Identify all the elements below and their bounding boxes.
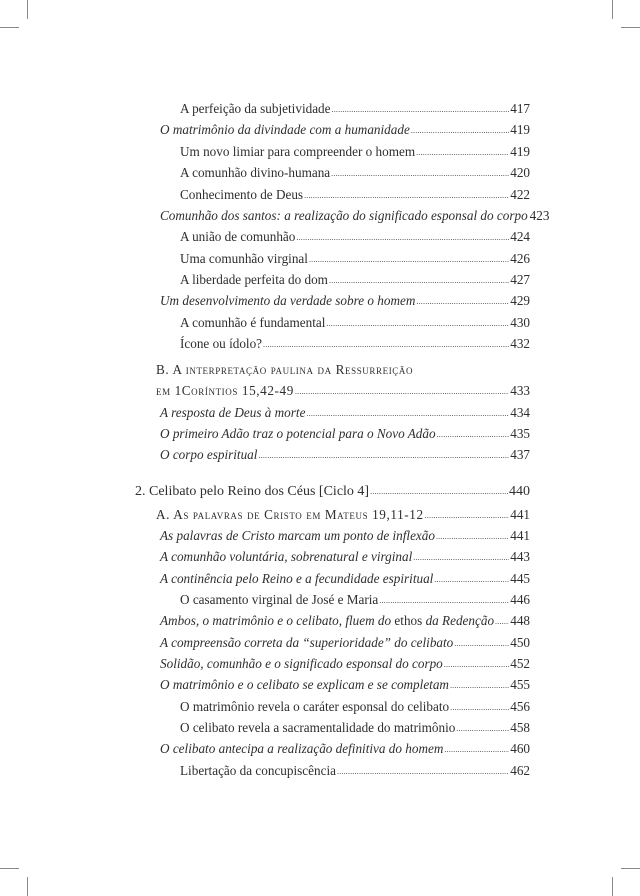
entry-title bbox=[160, 611, 494, 631]
entry-title: O matrimônio e o celibato se explicam e se completam bbox=[160, 677, 449, 692]
entry-title: O casamento virginal de José e Maria bbox=[180, 592, 379, 607]
leader-dots bbox=[450, 676, 509, 696]
toc-entry bbox=[180, 697, 530, 717]
leader-dots bbox=[456, 719, 509, 739]
toc-entry bbox=[180, 163, 530, 183]
entry-page: 462 bbox=[510, 763, 530, 778]
entry-page: 460 bbox=[510, 741, 530, 756]
entry-page: 446 bbox=[510, 592, 530, 607]
toc-entry bbox=[160, 445, 530, 465]
toc-entry bbox=[160, 526, 530, 546]
toc-entry bbox=[180, 313, 530, 333]
entry-page: 433 bbox=[510, 383, 530, 398]
entry-title: Solidão, comunhão e o significado esponsal do corpo bbox=[160, 656, 443, 671]
entry-title: A perfeição da subjetividade bbox=[180, 101, 331, 116]
toc-entry bbox=[180, 227, 530, 247]
leader-dots bbox=[295, 382, 509, 402]
entry-page: 440 bbox=[509, 484, 530, 499]
toc-entry bbox=[160, 611, 530, 631]
entry-page: 441 bbox=[510, 528, 530, 543]
entry-page: 455 bbox=[510, 677, 530, 692]
leader-dots bbox=[379, 591, 509, 611]
entry-page: 422 bbox=[510, 187, 530, 202]
entry-title-roman-part: ethos bbox=[394, 613, 423, 628]
entry-title: Comunhão dos santos: a realização do significado esponsal do corpo bbox=[160, 208, 528, 223]
entry-page: 429 bbox=[510, 293, 530, 308]
entry-page: 443 bbox=[510, 549, 530, 564]
entry-page: 419 bbox=[510, 144, 530, 159]
leader-dots bbox=[436, 527, 509, 547]
entry-title: A continência pelo Reino e a fecundidade espiritual bbox=[160, 571, 434, 586]
entry-page: 435 bbox=[510, 426, 530, 441]
leader-dots bbox=[258, 446, 509, 466]
toc-entry bbox=[180, 334, 530, 354]
entry-page: 456 bbox=[510, 699, 530, 714]
leader-dots bbox=[306, 404, 509, 424]
toc-entry bbox=[160, 424, 530, 444]
leader-dots bbox=[337, 762, 509, 782]
entry-title: A compreensão correta da “superioridade” do celibato bbox=[160, 635, 454, 650]
toc-entry bbox=[180, 270, 530, 290]
section-heading: B. A interpretação paulina da Ressurreição bbox=[156, 362, 414, 377]
entry-title: A comunhão é fundamental bbox=[180, 315, 326, 330]
entry-page: 452 bbox=[510, 656, 530, 671]
entry-title: A união de comunhão bbox=[180, 229, 296, 244]
entry-title: A liberdade perfeita do dom bbox=[180, 272, 328, 287]
toc-entry bbox=[160, 739, 530, 759]
entry-title: Um desenvolvimento da verdade sobre o homem bbox=[160, 293, 416, 308]
section-heading-entry bbox=[156, 505, 530, 525]
entry-title-part: Ambos, o matrimônio e o celibato, fluem do bbox=[160, 613, 395, 628]
entry-title: O corpo espiritual bbox=[160, 447, 258, 462]
entry-page: 458 bbox=[510, 720, 530, 735]
leader-dots bbox=[309, 250, 509, 270]
toc-entry bbox=[160, 547, 530, 567]
leader-dots bbox=[416, 292, 509, 312]
entry-title: O celibato revela a sacramentalidade do matrimônio bbox=[180, 720, 456, 735]
entry-page: 430 bbox=[510, 315, 530, 330]
section-heading-entry bbox=[156, 381, 530, 401]
entry-title: A comunhão voluntária, sobrenatural e virginal bbox=[160, 549, 413, 564]
leader-dots bbox=[450, 698, 509, 718]
leader-dots bbox=[416, 143, 509, 163]
entry-page: 445 bbox=[510, 571, 530, 586]
entry-page: 426 bbox=[510, 251, 530, 266]
entry-page: 448 bbox=[510, 613, 530, 628]
leader-dots bbox=[304, 186, 509, 206]
toc-entry bbox=[180, 142, 530, 162]
entry-title: Uma comunhão virginal bbox=[180, 251, 308, 266]
toc-entry bbox=[180, 590, 530, 610]
leader-dots bbox=[437, 425, 510, 445]
toc-entry bbox=[160, 654, 530, 674]
toc-entry bbox=[180, 99, 530, 119]
leader-dots bbox=[332, 100, 510, 120]
entry-page: 441 bbox=[510, 507, 530, 522]
chapter-entry bbox=[135, 482, 530, 502]
entry-page: 427 bbox=[510, 272, 530, 287]
entry-title: 2. Celibato pelo Reino dos Céus [Ciclo 4] bbox=[135, 484, 370, 499]
entry-page: 423 bbox=[529, 208, 550, 223]
entry-page: 420 bbox=[510, 165, 530, 180]
entry-title: em 1Coríntios 15,42-49 bbox=[156, 383, 294, 398]
toc-entry bbox=[160, 291, 530, 311]
toc-entry bbox=[160, 206, 550, 226]
entry-title: Um novo limiar para compreender o homem bbox=[180, 144, 416, 159]
toc-entry bbox=[180, 718, 530, 738]
leader-dots bbox=[425, 506, 510, 526]
leader-dots bbox=[444, 740, 509, 760]
entry-page: 450 bbox=[510, 635, 530, 650]
leader-dots bbox=[411, 121, 509, 141]
leader-dots bbox=[263, 335, 509, 355]
toc-entry bbox=[160, 675, 530, 695]
leader-dots bbox=[329, 271, 509, 291]
entry-title: Libertação da concupiscência bbox=[180, 763, 336, 778]
entry-page: 417 bbox=[510, 101, 530, 116]
entry-page: 432 bbox=[510, 336, 530, 351]
leader-dots bbox=[495, 612, 509, 632]
leader-dots bbox=[331, 164, 509, 184]
entry-title: As palavras de Cristo marcam um ponto de inflexão bbox=[160, 528, 435, 543]
leader-dots bbox=[326, 314, 509, 334]
entry-title: O matrimônio da divindade com a humanidade bbox=[160, 122, 410, 137]
leader-dots bbox=[434, 570, 509, 590]
leader-dots bbox=[296, 228, 509, 248]
entry-title: A. As palavras de Cristo em Mateus 19,11-12 bbox=[156, 507, 424, 522]
entry-title-part: da Redenção bbox=[422, 613, 495, 628]
entry-title: O primeiro Adão traz o potencial para o Novo Adão bbox=[160, 426, 436, 441]
entry-page: 434 bbox=[510, 405, 530, 420]
entry-page: 419 bbox=[510, 122, 530, 137]
toc-entry bbox=[160, 569, 530, 589]
entry-title: A comunhão divino-humana bbox=[180, 165, 331, 180]
entry-page: 424 bbox=[510, 229, 530, 244]
leader-dots bbox=[413, 548, 509, 568]
entry-title: O celibato antecipa a realização definitiva do homem bbox=[160, 741, 444, 756]
toc-entry bbox=[180, 185, 530, 205]
toc-entry bbox=[180, 249, 530, 269]
entry-title: Ícone ou ídolo? bbox=[180, 336, 263, 351]
toc-entry bbox=[160, 633, 530, 653]
toc-entry bbox=[160, 403, 530, 423]
leader-dots bbox=[444, 655, 509, 675]
leader-dots bbox=[370, 482, 508, 502]
toc-entry bbox=[180, 761, 530, 781]
toc-entry bbox=[160, 120, 530, 140]
entry-page: 437 bbox=[510, 447, 530, 462]
entry-title: A resposta de Deus à morte bbox=[160, 405, 306, 420]
entry-title: O matrimônio revela o caráter esponsal do celibato bbox=[180, 699, 450, 714]
leader-dots bbox=[454, 634, 509, 654]
entry-title: Conhecimento de Deus bbox=[180, 187, 304, 202]
